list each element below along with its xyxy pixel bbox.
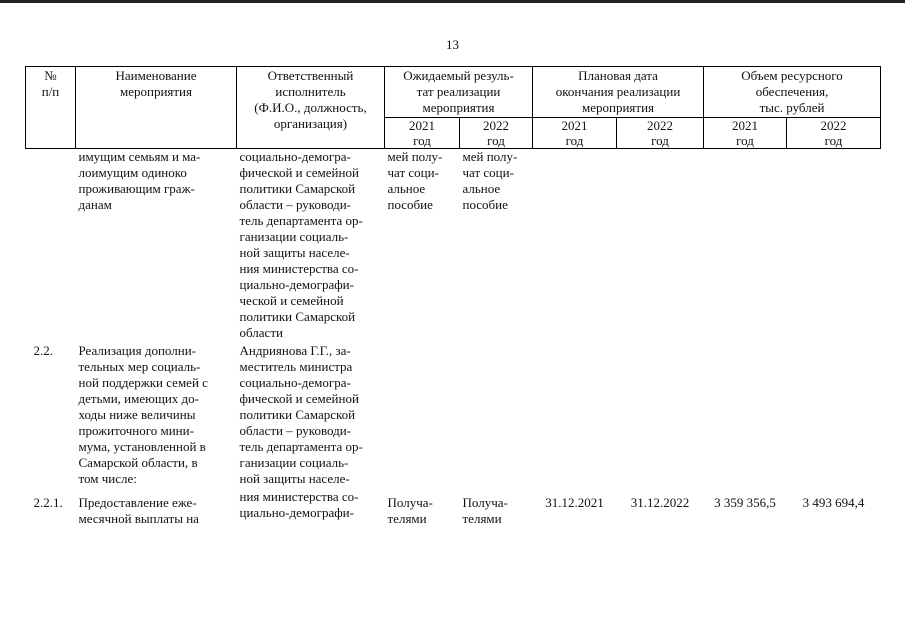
row-measure-name bbox=[76, 343, 237, 489]
row-result-2021: мей полу- чат соци- альное пособие bbox=[387, 149, 443, 212]
row-number: 2.2. bbox=[33, 343, 53, 358]
header-planned-date: Плановая дата окончания реализации мероприятия bbox=[533, 67, 704, 118]
row-volume-2022 bbox=[787, 149, 881, 344]
row-result-2021 bbox=[385, 343, 460, 489]
row-executor-text: социально-демогра- фической и семейной политики Самарской области – руководи- тель департамента ор- ганизации социаль- ной защиты населе- ния министерства со- циально-демографи- ческой и семейной политики Самарской области bbox=[239, 149, 363, 340]
row-volume-2021 bbox=[704, 149, 787, 344]
row-number: 2.2.1. bbox=[33, 495, 63, 510]
row-measure-text: Предоставление еже- месячной выплаты на bbox=[78, 495, 199, 526]
row-date-2021: 31.12.2021 bbox=[545, 495, 604, 510]
row-executor-text: Андриянова Г.Г., за- меститель министра социально-демогра- фической и семейной политики Самарской области – руководи- тель департамента ор- ганизации социаль- ной защиты населе- bbox=[239, 343, 363, 486]
table-row bbox=[26, 489, 881, 529]
row-date-2022: 31.12.2022 bbox=[630, 495, 690, 510]
header-name: Наименование мероприятия bbox=[76, 67, 237, 149]
row-volume-2021 bbox=[704, 343, 787, 489]
header-resources: Объем ресурсного обеспечения, тыс. рублей bbox=[704, 67, 881, 118]
row-measure-text: имущим семьям и ма- лоимущим одиноко проживающим граж- данам bbox=[78, 149, 201, 212]
row-volume-2022: 3 493 694,4 bbox=[802, 495, 865, 510]
row-volume-2021: 3 359 356,5 bbox=[714, 495, 776, 510]
row-number bbox=[26, 149, 76, 344]
header-volume-2021: 2021 год bbox=[704, 118, 787, 149]
top-border-line bbox=[0, 0, 905, 3]
row-result-2022: Получа- телями bbox=[462, 495, 508, 526]
row-date-2022 bbox=[617, 343, 704, 489]
table-row bbox=[26, 343, 881, 489]
header-date-2022: 2022 год bbox=[617, 118, 704, 149]
row-date-2022 bbox=[617, 149, 704, 344]
row-executor bbox=[237, 343, 385, 489]
row-date-2021 bbox=[533, 149, 617, 344]
table-row bbox=[26, 149, 881, 344]
header-executor: Ответственный исполнитель (Ф.И.О., должность, организация) bbox=[237, 67, 385, 149]
row-measure-name bbox=[76, 149, 237, 344]
row-measure-name bbox=[76, 489, 237, 529]
row-executor bbox=[237, 149, 385, 344]
row-volume-2022 bbox=[787, 343, 881, 489]
measures-table bbox=[25, 66, 881, 529]
header-expected-2021: 2021 год bbox=[385, 118, 460, 149]
header-date-2021: 2021 год bbox=[533, 118, 617, 149]
row-result-2021: Получа- телями bbox=[387, 495, 433, 526]
row-result-2022: мей полу- чат соци- альное пособие bbox=[462, 149, 518, 212]
header-num: № п/п bbox=[26, 67, 76, 149]
row-executor-text: ния министерства со- циально-демографи- bbox=[239, 489, 359, 520]
page-number: 13 bbox=[446, 37, 459, 52]
row-measure-text: Реализация дополни- тельных мер социаль- ной поддержки семей с детьми, имеющих до- ходы ниже величины прожиточного мини- мума, установленной в Самарской области, в том числе: bbox=[78, 343, 208, 486]
header-row bbox=[26, 67, 881, 118]
row-result-2022 bbox=[460, 343, 533, 489]
header-volume-2022: 2022 год bbox=[787, 118, 881, 149]
header-expected-2022: 2022 год bbox=[460, 118, 533, 149]
row-date-2021 bbox=[533, 343, 617, 489]
row-executor bbox=[237, 489, 385, 529]
header-expected-result: Ожидаемый резуль- тат реализации мероприятия bbox=[385, 67, 533, 118]
